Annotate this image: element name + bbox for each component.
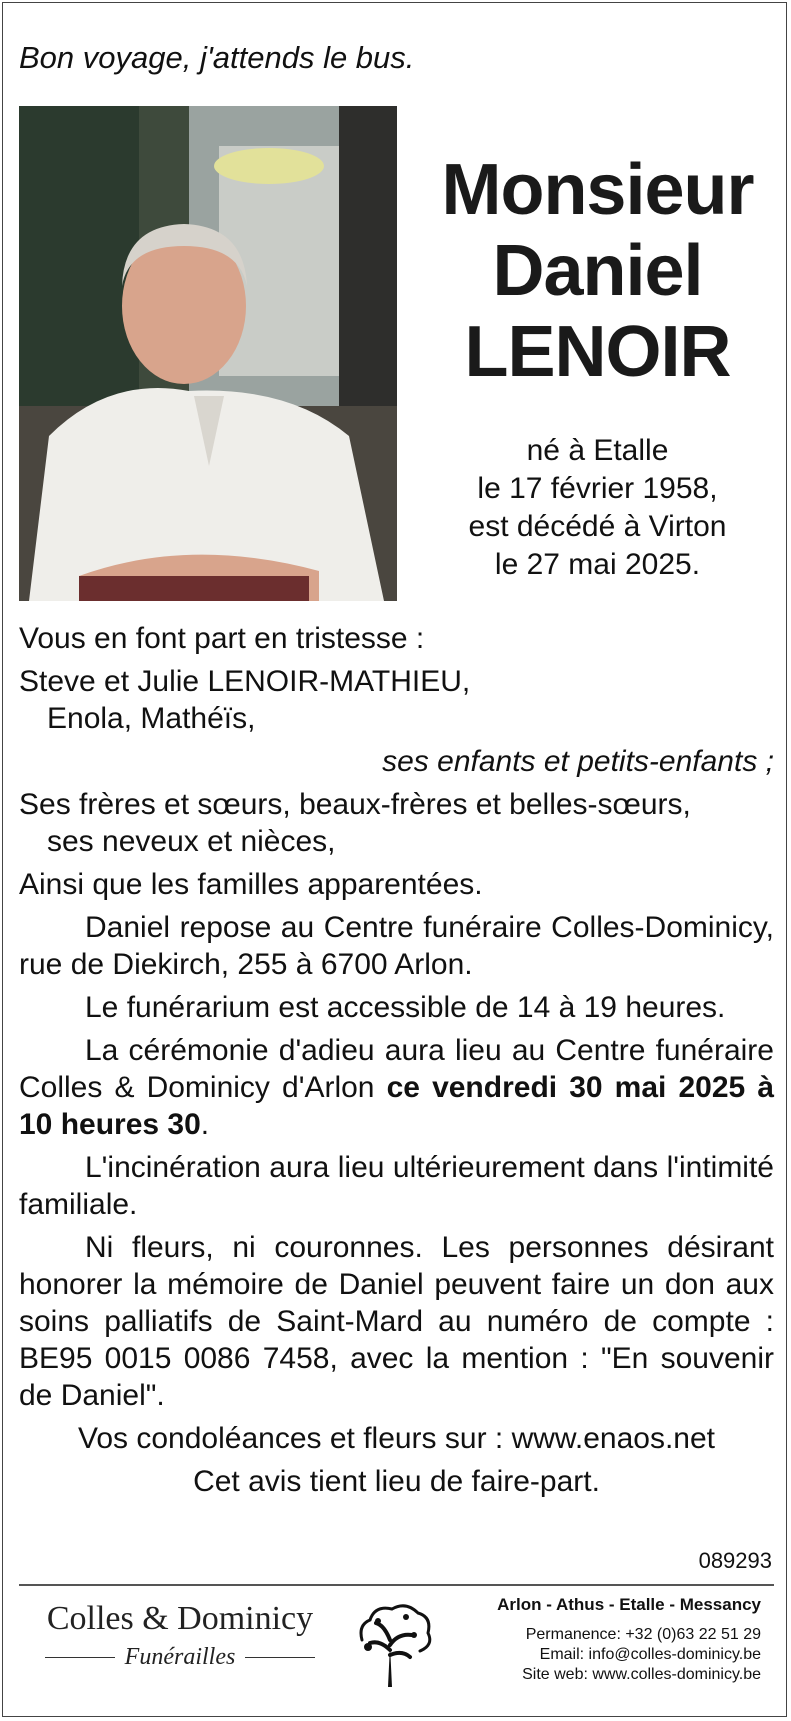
funeral-home-name: Colles & Dominicy <box>46 1600 314 1637</box>
relation-line: ses enfants et petits-enfants ; <box>382 745 774 778</box>
funeral-home-contact <box>451 1595 761 1685</box>
funeral-home-phone: Permanence: +32 (0)63 22 51 29 <box>525 1626 761 1643</box>
notice-line: Cet avis tient lieu de faire-part. <box>193 1465 600 1498</box>
portrait-photo <box>19 106 397 601</box>
intro-line: Vous en font part en tristesse : <box>19 622 425 655</box>
deceased-first-name: Daniel <box>492 231 703 311</box>
siblings-line: Ses frères et sœurs, beaux-frères et belles-sœurs, <box>19 788 691 821</box>
ceremony-end: . <box>200 1108 210 1141</box>
funeral-home-towns: Arlon - Athus - Etalle - Messancy <box>497 1595 761 1614</box>
reference-number: 089293 <box>698 1548 772 1573</box>
ceremony-text: La cérémonie d'adieu aura lieu au Centre funéraire Colles & Dominicy d'Arlon <box>19 1034 774 1104</box>
grandchildren-line: Enola, Mathéïs, <box>47 702 256 735</box>
hours-paragraph: Le funérarium est accessible de 14 à 19 heures. <box>85 991 726 1024</box>
nephews-line: ses neveux et nièces, <box>47 825 336 858</box>
announcement-body <box>19 620 774 1500</box>
repose-paragraph: Daniel repose au Centre funéraire Colles-Dominicy, rue de Diekirch, 255 à 6700 Arlon. <box>19 911 774 981</box>
cremation-paragraph: L'incinération aura lieu ultérieurement dans l'intimité familiale. <box>19 1151 774 1221</box>
divider <box>19 1584 774 1586</box>
ceremony-paragraph <box>19 1032 774 1143</box>
birth-death-info <box>420 432 775 584</box>
deceased-name <box>420 150 775 393</box>
epigraph: Bon voyage, j'attends le bus. <box>19 40 415 75</box>
families-line: Ainsi que les familles apparentées. <box>19 868 483 901</box>
condolences-line: Vos condoléances et fleurs sur : www.enaos.net <box>77 1422 716 1455</box>
birth-date: le 17 février 1958, <box>477 472 718 505</box>
death-date: le 27 mai 2025. <box>494 548 701 581</box>
birth-place: né à Etalle <box>526 434 669 467</box>
death-place: est décédé à Virton <box>468 510 727 543</box>
subtitle-rule-right <box>245 1657 315 1658</box>
funeral-home-subtitle-row <box>40 1644 320 1671</box>
funeral-home-logo <box>40 1600 320 1671</box>
funeral-home-website: Site web: www.colles-dominicy.be <box>522 1666 761 1683</box>
subtitle-rule-left <box>45 1657 115 1658</box>
funeral-home-email: Email: info@colles-dominicy.be <box>539 1646 761 1663</box>
funeral-home-subtitle: Funérailles <box>124 1644 236 1670</box>
flowers-paragraph: Ni fleurs, ni couronnes. Les personnes désirant honorer la mémoire de Daniel peuvent faire un don aux soins palliatifs de Saint-Mard au numéro de compte : BE95 0015 0086 7458, avec la mention : "En souvenir de Daniel". <box>19 1231 774 1412</box>
children-line: Steve et Julie LENOIR-MATHIEU, <box>19 665 471 698</box>
deceased-title: Monsieur <box>441 150 754 230</box>
ceremony-date: ce vendredi 30 mai 2025 à 10 heures 30 <box>19 1071 774 1141</box>
tree-icon <box>340 1595 440 1690</box>
deceased-last-name: LENOIR <box>464 312 731 392</box>
